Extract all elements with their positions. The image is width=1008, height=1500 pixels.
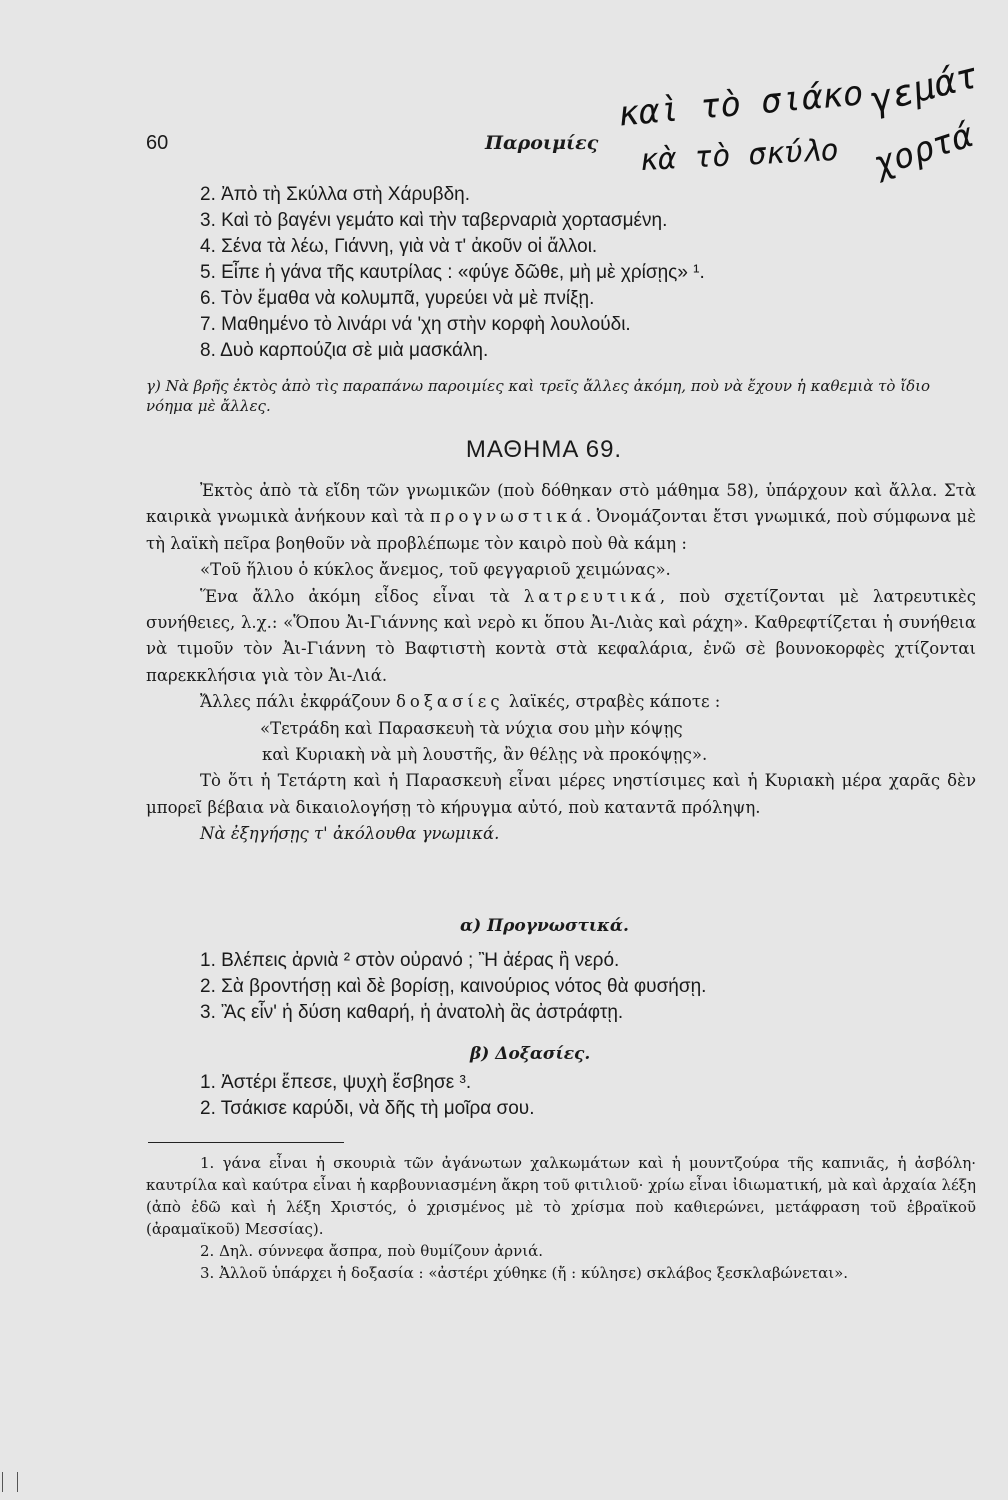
list-item: 3. Ἂς εἶν' ἡ δύση καθαρή, ἡ ἀνατολὴ ἂς ἀστράφτῃ.	[200, 1002, 624, 1023]
quote: «Τοῦ ἥλιου ὁ κύκλος ἄνεμος, τοῦ φεγγαριοῦ χειμώνας».	[200, 560, 671, 580]
verse-line: καὶ Κυριακὴ νὰ μὴ λουστῆς, ἂν θέλῃς νὰ προκόψῃς».	[262, 745, 708, 765]
handwritten-note-corner1: γεμάτ	[866, 55, 982, 122]
paragraph-text: Ἄλλες πάλι ἐκφράζουν	[200, 692, 391, 712]
verse-line: «Τετράδη καὶ Παρασκευὴ τὰ νύχια σου μὴν κόψῃς	[260, 718, 683, 738]
list-item: 6. Τὸν ἔμαθα νὰ κολυμπᾶ, γυρεύει νὰ μὲ πνίξῃ.	[200, 288, 595, 309]
paragraph-text: Ἐκτὸς ἀπὸ τὰ εἴδη τῶν γνωμικῶν (ποὺ δόθηκαν στὸ μάθημα 58), ὑπάρχουν καὶ ἄλλα. Στὰ καιρικὰ γνωμικὰ ἀνήκουν καὶ τὰ	[146, 481, 976, 527]
list-item: 7. Μαθημένο τὸ λινάρι νά 'χη στὴν κορφὴ λουλούδι.	[200, 314, 631, 335]
binding-mark	[2, 1472, 18, 1492]
paragraph	[146, 478, 976, 557]
paragraph-text: , ποὺ σχετίζονται μὲ λατρευτικὲς συνήθειες, λ.χ.: «Ὅπου Ἀι-Γιάννης καὶ νερὸ κι ὅπου Ἀι-Λιὰς καὶ ράχη». Καθρεφτίζεται ἡ συνήθεια νὰ τιμοῦν τὸν Ἀι-Γιάννη τὸ Βαφτιστὴ κοντὰ στὰ κεφαλάρια, ἐνῶ σὲ βουνοκορφὲς χτίζονται παρεκκλήσια γιὰ τὸν Ἀι-Λιά.	[146, 586, 976, 685]
paragraph	[146, 584, 976, 690]
belief-list	[200, 1070, 940, 1122]
paragraph-text: . Ὀνομάζονται ἔτσι γνωμικά, ποὺ σύμφωνα μὲ τὴ λαϊκὴ πεῖρα βοηθοῦν νὰ προβλέπωμε τὸν καιρὸ ποὺ θὰ κάμη :	[146, 507, 976, 553]
paragraph: Τὸ ὅτι ἡ Τετάρτη καὶ ἡ Παρασκευὴ εἶναι μέρες νηστίσιμες καὶ ἡ Κυριακὴ μέρα χαρᾶς δὲν μπορεῖ βέβαια νὰ δικαιολογήσῃ τὸ κήρυγμα αὐτό, ποὺ καταντᾶ πρόληψη.	[146, 771, 976, 817]
list-item: 5. Εἶπε ἡ γάνα τῆς καυτρίλας : «φύγε δῶθε, μὴ μὲ χρίσῃς» ¹.	[200, 262, 705, 283]
lesson-body	[146, 478, 976, 848]
footnotes	[146, 1152, 976, 1284]
list-item: 2. Ἀπὸ τὴ Σκύλλα στὴ Χάρυβδη.	[200, 184, 470, 205]
list-item: 1. Βλέπεις ἀρνιὰ ² στὸν οὐρανό ; Ἢ ἀέρας ἢ νερό.	[200, 950, 620, 971]
footnote: 1. γάνα εἶναι ἡ σκουριὰ τῶν ἀγάνωτων χαλκωμάτων καὶ ἡ μουντζούρα τῆς καπνιᾶς, ἡ ἀσβόλη· καυτρίλα καὶ καύτρα εἶναι ἡ καρβουνιασμένη ἄκρη τοῦ φιτιλιοῦ· χρίω εἶναι ἰδιωματική, μὰ καὶ ἀρχαία λέξη (ἀπὸ ἐδῶ καὶ ἡ λέξη Χριστός, ὁ χρισμένος μὲ τὸ χρίσμα ποὺ καθιερώνει, μετάφραση τοῦ ἑβραϊκοῦ (ἀραμαϊκοῦ) Μεσσίας).	[146, 1154, 976, 1238]
handwritten-note-line2: κὰ τὸ σκύλο	[639, 132, 840, 179]
forecast-list	[200, 948, 940, 1026]
paragraph-text: λαϊκές, στραβὲς κάποτε :	[508, 692, 721, 712]
section-title-b: β) Δοξασίες.	[470, 1044, 591, 1064]
list-item: 3. Καὶ τὸ βαγένι γεμάτο καὶ τὴν ταβερναριὰ χορτασμένη.	[200, 210, 668, 231]
emphasis-term: δοξασίες	[395, 692, 504, 712]
lesson-title: ΜΑΘΗΜΑ 69.	[465, 436, 623, 463]
proverb-list	[200, 182, 940, 364]
exercise-instruction: Νὰ ἐξηγήσῃς τ' ἀκόλουθα γνωμικά.	[200, 824, 500, 844]
section-title-a: α) Προγνωστικά.	[460, 916, 629, 936]
footnote: 3. Ἀλλοῦ ὑπάρχει ἡ δοξασία : «ἀστέρι χύθηκε (ἤ : κύλησε) σκλάβος ξεσκλαβώνεται».	[200, 1264, 849, 1282]
handwritten-note-line1: καὶ τὸ σιάκο	[616, 73, 865, 135]
running-title: Παροιμίες	[485, 132, 599, 154]
footnote: 2. Δηλ. σύννεφα ἄσπρα, ποὺ θυμίζουν ἀρνιά.	[200, 1242, 543, 1260]
list-item: 1. Ἀστέρι ἔπεσε, ψυχὴ ἔσβησε ³.	[200, 1072, 472, 1093]
footnote-rule	[148, 1142, 344, 1143]
list-item: 2. Τσάκισε καρύδι, νὰ δῆς τὴ μοῖρα σου.	[200, 1098, 535, 1119]
instruction-g: γ) Νὰ βρῆς ἐκτὸς ἀπὸ τὶς παραπάνω παροιμίες καὶ τρεῖς ἄλλες ἀκόμη, ποὺ νὰ ἔχουν ἡ καθεμιὰ τὸ ἴδιο νόημα μὲ ἄλλες.	[146, 377, 931, 415]
paragraph-text: Ἕνα ἄλλο ἀκόμη εἶδος εἶναι τὰ	[200, 586, 510, 606]
list-item: 8. Δυὸ καρπούζια σὲ μιὰ μασκάλη.	[200, 340, 489, 361]
emphasis-term: λατρευτικά	[523, 586, 660, 606]
paragraph	[146, 689, 976, 715]
list-item: 2. Σὰ βροντήσῃ καὶ δὲ βορίσῃ, καινούριος νότος θὰ φυσήσῃ.	[200, 976, 707, 997]
page-number: 60	[146, 132, 169, 154]
emphasis-term: προγνωστικά	[429, 507, 587, 527]
list-item: 4. Σένα τὰ λέω, Γιάννη, γιὰ νὰ τ' ἀκοῦν οἱ ἄλλοι.	[200, 236, 598, 257]
handwritten-note-corner2: χορτά	[868, 115, 979, 185]
